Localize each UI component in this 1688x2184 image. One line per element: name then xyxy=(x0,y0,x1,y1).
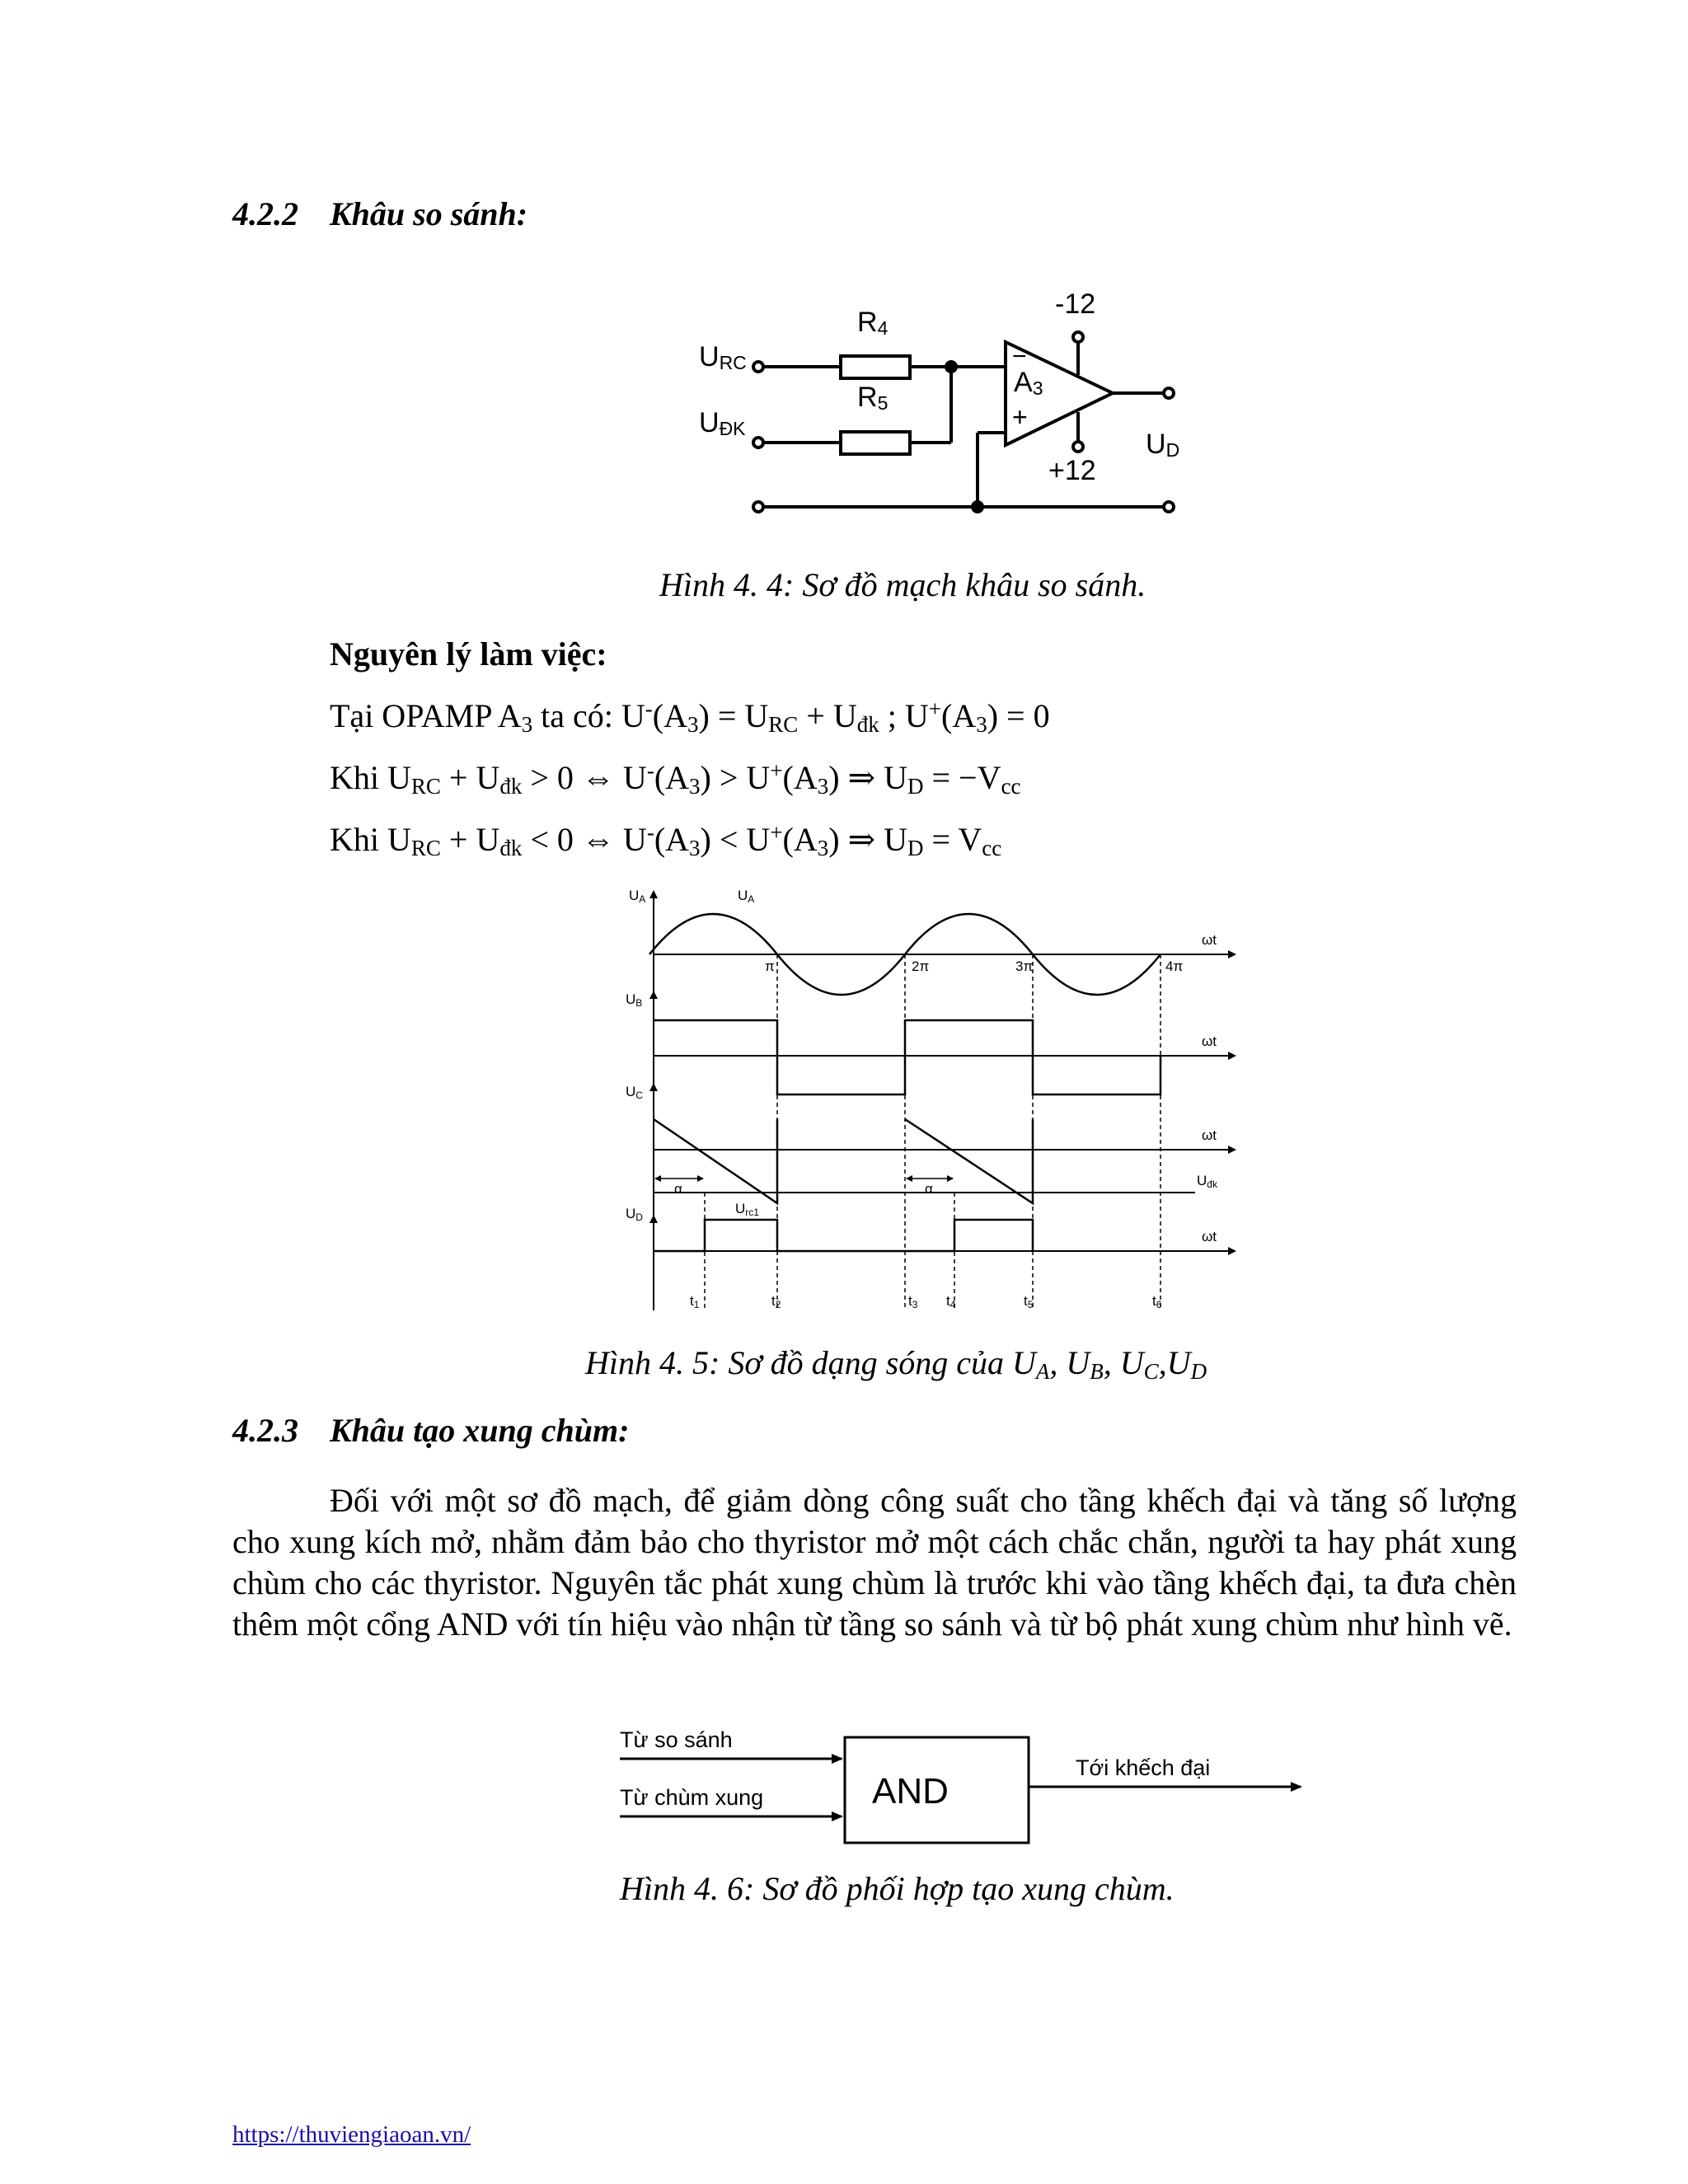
body-paragraph-text: Đối với một sơ đồ mạch, để giảm dòng công suất cho tầng khếch đại và tăng số lượng cho xung kích mở, nhằm đảm bảo cho thyristor mở một cách chắc chắn, người ta hay phát xung chùm cho các thyristor. Nguyên tắc phát xung chùm là trước khi vào tầng khếch đại, ta đưa chèn thêm một cổng AND với tín hiệu vào nhận từ tầng so sánh và từ bộ phát xung chùm như hình vẽ. xyxy=(232,1482,1517,1643)
t5-label: t5 xyxy=(1024,1293,1034,1310)
alpha-label-1: α xyxy=(674,1181,682,1197)
pos12-label: +12 xyxy=(1048,455,1096,486)
waveform-diagram xyxy=(618,882,1261,1327)
equation-line-1: Tại OPAMP $A_3$ ta có: $U^-(A_3) = U_{RC} + U_{đk}$ ; $U^+(A_3) = 0$ xyxy=(330,696,1050,737)
omega-t-label-a: ωt xyxy=(1202,932,1217,948)
pi-label: π xyxy=(765,958,775,974)
comparator-circuit-diagram xyxy=(676,280,1212,527)
urc1-label: Urc1 xyxy=(735,1201,759,1218)
omega-t-label-d: ωt xyxy=(1202,1229,1217,1244)
input-from-pulse-train-label: Từ chùm xung xyxy=(620,1785,764,1810)
t6-label: t6 xyxy=(1152,1293,1162,1310)
r5-label: R5 xyxy=(857,382,889,414)
ua-axis-label: UA xyxy=(629,888,646,905)
four-pi-label: 4π xyxy=(1165,958,1184,974)
alpha-label-2: α xyxy=(925,1181,933,1197)
ud-axis-label: UD xyxy=(626,1206,643,1223)
section-number: 4.2.3 xyxy=(232,1412,298,1449)
equation-line-3: Khi $U_{RC} + U_{đk} < 0$ ⇔ $U^-(A_3) < U^+(A_3)$ ⇒ $U_D = V_{cc}$ xyxy=(330,820,1002,860)
output-to-amplifier-label: Tới khếch đại xyxy=(1076,1755,1211,1780)
omega-t-label-c: ωt xyxy=(1202,1127,1217,1143)
ua-curve-label: UA xyxy=(738,888,755,905)
section-title: Khâu tạo xung chùm: xyxy=(330,1412,630,1449)
section-heading-4-2-2 xyxy=(232,194,528,233)
footer-website-link[interactable]: https://thuviengiaoan.vn/ xyxy=(232,2121,471,2148)
urc-label: URC xyxy=(699,341,747,373)
t2-label: t2 xyxy=(771,1293,781,1310)
input-from-comparator-label: Từ so sánh xyxy=(620,1727,733,1752)
section-heading-4-2-3 xyxy=(232,1411,629,1450)
figure-4-6-caption: Hình 4. 6: Sơ đồ phối hợp tạo xung chùm. xyxy=(620,1870,1175,1907)
three-pi-label: 3π xyxy=(1015,958,1034,974)
r4-label: R4 xyxy=(857,307,889,339)
ud-label: UD xyxy=(1146,429,1180,461)
ub-axis-label: UB xyxy=(626,991,643,1009)
figure-4-4-caption: Hình 4. 4: Sơ đồ mạch khâu so sánh. xyxy=(659,566,1146,603)
t1-label: t1 xyxy=(690,1293,700,1310)
and-gate-label: AND xyxy=(872,1771,949,1811)
and-gate-block-diagram xyxy=(610,1714,1311,1854)
a3-label: A3 xyxy=(1014,367,1043,399)
equation-line-2: Khi $U_{RC} + U_{đk} > 0$ ⇔ $U^-(A_3) > U^+(A_3)$ ⇒ $U_D = -V_{cc}$ xyxy=(330,758,1021,799)
plus-sign: + xyxy=(1012,402,1028,432)
section-number: 4.2.2 xyxy=(232,195,298,232)
section-title: Khâu so sánh: xyxy=(330,195,528,232)
neg12-label: -12 xyxy=(1055,288,1096,320)
minus-sign: − xyxy=(1012,343,1027,370)
principle-title: Nguyên lý làm việc: xyxy=(330,635,607,673)
udk-level-label: Uđk xyxy=(1197,1173,1217,1190)
t3-label: t3 xyxy=(908,1293,918,1310)
body-paragraph xyxy=(232,1480,1517,1645)
omega-t-label-b: ωt xyxy=(1202,1033,1217,1049)
udk-label: UĐK xyxy=(699,407,746,439)
figure-4-5-caption: Hình 4. 5: Sơ đồ dạng sóng của $U_A$, $U_B$, $U_C,U_D$ xyxy=(585,1344,1207,1384)
uc-axis-label: UC xyxy=(626,1084,643,1101)
t4-label: t4 xyxy=(946,1293,956,1310)
two-pi-label: 2π xyxy=(912,958,930,974)
